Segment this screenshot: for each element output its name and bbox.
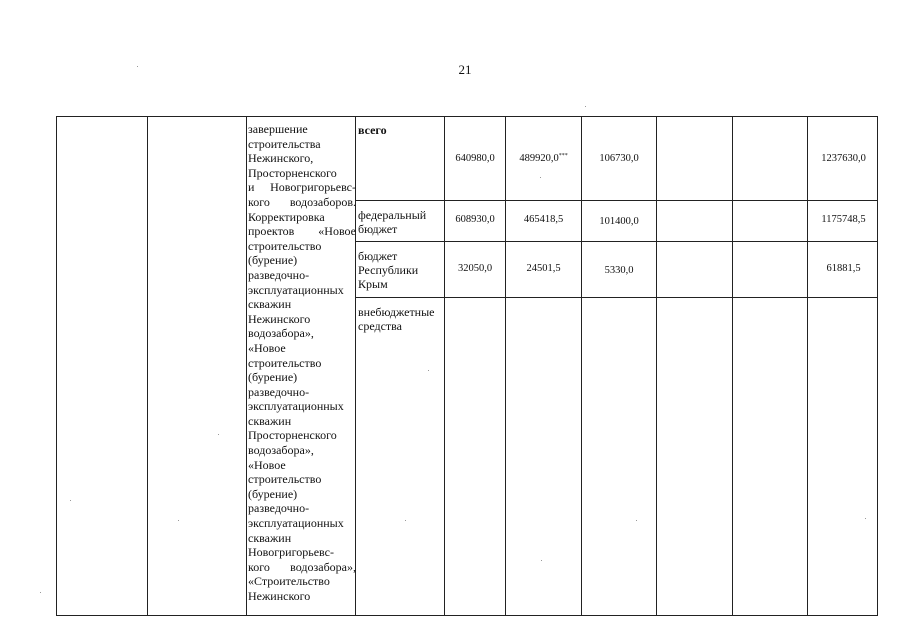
description-line: «Новое <box>248 457 286 472</box>
scan-speck <box>636 520 637 521</box>
value-cell: 1175748,5 <box>821 214 866 225</box>
description-line: скважин <box>248 530 292 545</box>
scan-speck <box>541 560 542 561</box>
column-divider <box>581 117 582 615</box>
column-divider <box>444 117 445 615</box>
description-line: кого водозабора», <box>248 559 356 574</box>
description-line: Просторненского <box>248 428 337 443</box>
description-line: эксплуатационных <box>248 282 344 297</box>
value-cell: 106730,0 <box>599 153 639 164</box>
description-line: скважин <box>248 297 292 312</box>
description-line: Просторненского <box>248 165 337 180</box>
description-line: строительство <box>248 472 322 487</box>
funding-source-label: внебюджетные средства <box>358 305 435 333</box>
column-divider <box>732 117 733 615</box>
column-divider <box>246 117 247 615</box>
description-line: «Строительство <box>248 574 330 589</box>
footnote-mark: *** <box>558 153 568 159</box>
value-cell: 61881,5 <box>826 263 861 274</box>
description-line: строительства <box>248 136 321 151</box>
value-cell: 101400,0 <box>599 216 639 227</box>
scan-speck <box>40 592 41 593</box>
scan-speck <box>218 434 219 435</box>
description-line: разведочно- <box>248 384 310 399</box>
description-line: скважин <box>248 413 292 428</box>
row-divider <box>355 200 877 201</box>
scan-speck <box>178 520 179 521</box>
description-line: Нежинского <box>248 589 311 603</box>
description-line: (бурение) <box>248 253 298 268</box>
column-divider <box>656 117 657 615</box>
description-line: Корректировка <box>248 209 325 224</box>
scan-speck <box>428 370 429 371</box>
funding-source-label: федеральный бюджет <box>358 208 427 236</box>
column-divider <box>505 117 506 615</box>
description-line: (бурение) <box>248 486 298 501</box>
value-cell: 24501,5 <box>526 263 561 274</box>
description-line: проектов «Новое <box>248 224 356 239</box>
value-cell: 465418,5 <box>523 214 564 225</box>
description-line: завершение <box>248 122 308 136</box>
page-number: 21 <box>458 62 472 77</box>
description-line: водозабора», <box>248 443 314 458</box>
scan-speck <box>137 66 138 67</box>
description-line: Новогригорьевс- <box>248 545 334 560</box>
scan-speck <box>405 520 406 521</box>
value-cell: 32050,0 <box>457 263 493 274</box>
column-divider <box>807 117 808 615</box>
description-line: эксплуатационных <box>248 516 344 531</box>
description-line: Нежинского <box>248 311 311 326</box>
value-text: 489920,0 <box>519 153 559 164</box>
description-line: (бурение) <box>248 370 298 385</box>
scan-speck <box>585 106 586 107</box>
description-line: кого водозаборов. <box>248 194 356 209</box>
scan-speck <box>70 500 71 501</box>
description-line: и Новогригорьевс- <box>248 180 356 195</box>
scan-speck <box>540 177 541 178</box>
value-cell: 608930,0 <box>455 214 495 225</box>
description-line: Нежинского, <box>248 151 314 166</box>
value-cell: 1237630,0 <box>821 153 866 164</box>
description-line: эксплуатационных <box>248 399 344 414</box>
description-line: строительство <box>248 355 322 370</box>
row-divider <box>355 241 877 242</box>
budget-table <box>56 116 878 616</box>
measure-description <box>248 122 356 604</box>
funding-source-label: бюджет Республики Крым <box>358 249 419 291</box>
row-divider <box>355 297 877 298</box>
description-line: строительство <box>248 238 322 253</box>
scan-speck <box>865 518 866 519</box>
description-line: разведочно- <box>248 267 310 282</box>
funding-source-label: всего <box>358 123 387 137</box>
value-cell: 640980,0 <box>455 153 495 164</box>
description-line: разведочно- <box>248 501 310 516</box>
value-cell <box>506 153 581 164</box>
description-line: водозабора», <box>248 326 314 341</box>
description-line: «Новое <box>248 340 286 355</box>
value-cell: 5330,0 <box>604 265 634 276</box>
column-divider <box>147 117 148 615</box>
